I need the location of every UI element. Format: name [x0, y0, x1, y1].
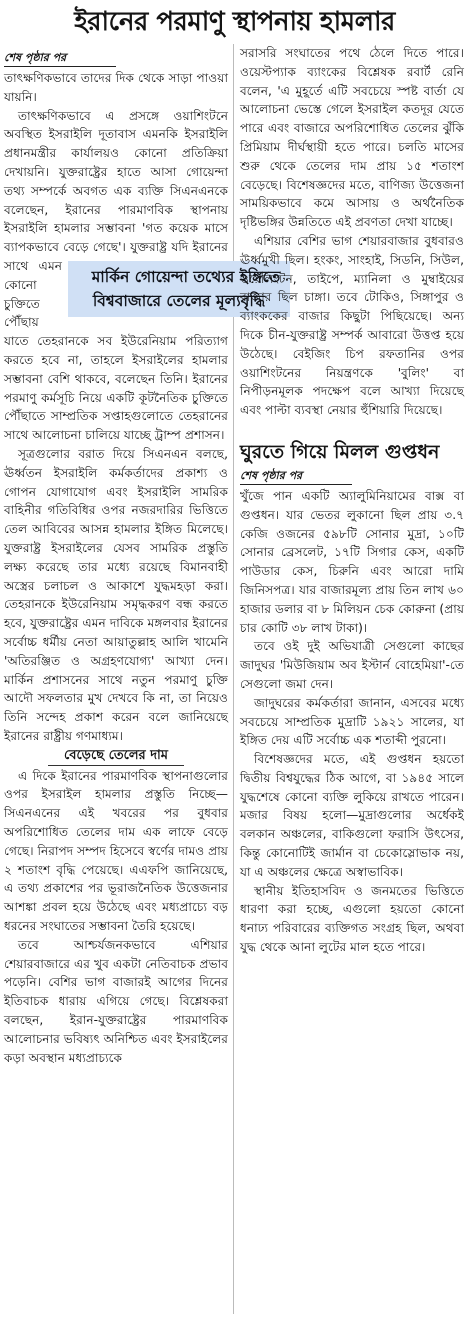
- paragraph-text: যুক্তরাষ্ট্র যদি ইরানের সাথে এমন কোনো চুক্তিতে পৌঁছায় যাতে তেহরানকে সব ইউরেনিয়াম পরিত্যাগ করতে হবে না, তাহলে ইসরাইলের হামলার সম্ভাবনা বেশি থাকবে, বলেছেন তিনি। ইরানের পরমাণু কর্মসূচি নিয়ে একটি কূটনৈতিক চুক্তিতে পৌঁছাতে সাম্প্রতিক সপ্তাহগুলোতে তেহরানের সাথে আলোচনা চালিয়ে যাচ্ছে ট্রাম্প প্রশাসন।: [4, 240, 228, 443]
- paragraph: তবে ওই দুই অভিযাত্রী সেগুলো কাছের জাদুঘর 'মিউজিয়াম অব ইস্টার্ন বোহেমিয়া'-তে সেগুলো জমা দেন।: [240, 639, 464, 691]
- pull-quote: মার্কিন গোয়েন্দা তথ্যের ইঙ্গিতে বিশ্ববাজারে তেলের মূল্যবৃদ্ধি: [68, 261, 290, 317]
- paragraph: তবে আশ্চর্যজনকভাবে এশিয়ার শেয়ারবাজারে এর খুব একটা নেতিবাচক প্রভাব পড়েনি। বেশির ভাগ বাজারই আগের দিনের ইতিবাচক ধারায় এগিয়ে গেছে। বিশ্লেষকরা বলছেন, ইরান-যুক্তরাষ্ট্রের পারমাণবিক আলোচনার ভবিষ্যৎ অনিশ্চিত এবং ইসরাইলের কড়া অবস্থান মধ্যপ্রাচ্যকে: [4, 937, 228, 1065]
- column-divider: [233, 44, 234, 1314]
- paragraph: বিশেষজ্ঞদের মতে, এই গুপ্তধন হয়তো দ্বিতীয় বিশ্বযুদ্ধের ঠিক আগে, বা ১৯৪৫ সালে যুদ্ধশেষে কোনো ব্যক্তি লুকিয়ে রাখতে পারেন। মজার বিষয় হলো—মুদ্রাগুলোর অর্ধেকই বলকান অঞ্চলের, বাকিগুলো ফরাসি উৎসের, কিন্তু কোনোটিই জার্মান বা চেকোস্লোভাক নয়, যা এ অঞ্চলের ক্ষেত্রে অস্বাভাবিক।: [240, 752, 464, 879]
- paragraph: স্থানীয় ইতিহাসবিদ ও জনমতের ভিত্তিতে ধারণা করা হচ্ছে, এগুলো হয়তো কোনো ধনাঢ্য পরিবারের ব্যক্তিগত সংগ্রহ ছিল, অথবা যুদ্ধ থেকে আনা লুটের মাল হতে পারে।: [240, 883, 464, 955]
- story-title: ঘুরতে গিয়ে মিলল গুপ্তধন: [240, 440, 440, 463]
- continued-label: শেষ পৃষ্ঠার পর: [240, 468, 352, 485]
- right-column: [240, 44, 464, 957]
- headline: ইরানের পরমাণু স্থাপনায় হামলার: [74, 7, 395, 37]
- paragraph: সরাসরি সংঘাতের পথে ঠেলে দিতে পারে। ওয়েস্টপ্যাক ব্যাংকের বিশ্লেষক রবার্ট রেনি বলেন, 'এ মুহূর্তে এটি সবচেয়ে স্পষ্ট বার্তা যে আলোচনা ভেস্তে গেলে ইসরাইল কতদূর যেতে পারে এবং বাজারে অপরিশোধিত তেলের ঝুঁকি প্রিমিয়াম দীর্ঘস্থায়ী হতে পারে। চলতি মাসের শুরু থেকে তেলের দাম প্রায় ১৫ শতাংশ বেড়েছে। বিশেষজ্ঞদের মতে, বাণিজ্য উত্তেজনা সাময়িকভাবে কমে আসায় ও অর্থনৈতিক দৃষ্টিভঙ্গির উন্নতিতে এই প্রবণতা দেখা যাচ্ছে।: [240, 46, 464, 230]
- paragraph-text: তাৎক্ষণিকভাবে এ প্রসঙ্গে ওয়াশিংটনে অবস্থিত ইসরাইলি দূতাবাস এমনকি ইসরাইলি প্রধানমন্ত্রীর কার্যালয়ও কোনো প্রতিক্রিয়া দেখায়নি। যুক্তরাষ্ট্রের হাতে আসা গোয়েন্দা তথ্য সম্পর্কে অবগত এক ব্যক্তি সিএনএনকে বলেছেন, ইরানের পারমাণবিক স্থাপনায় ইসরাইলি হামলার সম্ভাবনা 'গত কয়েক মাসে ব্যাপকভাবে বেড়ে গেছে'।: [4, 108, 228, 255]
- paragraph: তাৎক্ষণিকভাবে তাদের দিক থেকে সাড়া পাওয়া যায়নি।: [4, 71, 228, 104]
- paragraph: সূত্রগুলোর বরাত দিয়ে সিএনএন বলছে, ঊর্ধ্বতন ইসরাইলি কর্মকর্তাদের প্রকাশ্য ও গোপন যোগাযোগ এবং ইসরাইলি সামরিক বাহিনীর গতিবিধির ওপর নজরদারির ভিত্তিতে তেল আবিবের আসন্ন হামলার ইঙ্গিত মিলেছে। যুক্তরাষ্ট্র ইসরাইলের যেসব সামরিক প্রস্তুতি লক্ষ্য করেছে তার মধ্যে রয়েছে বিমানবাহী অস্ত্রের চলাচল ও আকাশে যুদ্ধমহড়া করা। তেহরানকে ইউরেনিয়াম সমৃদ্ধকরণ বন্ধ করতে হবে, যুক্তরাষ্ট্রের এমন দাবিকে মঙ্গলবার ইরানের সর্বোচ্চ ধর্মীয় নেতা আয়াতুল্লাহ আলি খামেনি 'অতিরঞ্জিত ও অগ্রহণযোগ্য' আখ্যা দেন। মার্কিন প্রশাসনের সাথে নতুন পরমাণু চুক্তি আদৌ সফলতার মুখ দেখবে কি না, তা নিয়েও তিনি সন্দেহ প্রকাশ করেন বলে জানিয়েছে ইরানের রাষ্ট্রীয় গণমাধ্যম।: [4, 446, 228, 743]
- paragraph: এশিয়ার বেশির ভাগ শেয়ারবাজার বুধবারও ঊর্ধ্বমুখী ছিল। হংকং, সাংহাই, সিডনি, সিউল, ওয়েলিংটন, তাইপে, ম্যানিলা ও মুম্বাইয়ের বাজার ছিল চাঙ্গা। তবে টোকিও, সিঙ্গাপুর ও ব্যাংককের বাজার কিছুটা পিছিয়েছে। অন্য দিকে চীন-যুক্তরাষ্ট্র সম্পর্ক আবারো উত্তপ্ত হয়ে উঠেছে। বেইজিং চিপ রফতানির ওপর ওয়াশিংটনের নিয়ন্ত্রণকে 'বুলিং' বা নিপীড়নমূলক পদক্ষেপ বলে আখ্যা দিয়েছে এবং পাল্টা ব্যবস্থা নেয়ার হুঁশিয়ারি দিয়েছে।: [240, 233, 464, 418]
- subheading: বেড়েছে তেলের দাম: [48, 747, 184, 766]
- paragraph: [4, 107, 281, 445]
- left-column: [4, 48, 281, 1067]
- paragraph: জাদুঘরের কর্মকর্তারা জানান, এসবের মধ্যে সবচেয়ে সাম্প্রতিক মুদ্রাটি ১৯২১ সালের, যা ইঙ্গিত দেয় এটি সর্বোচ্চ এক শতাব্দী পুরনো।: [240, 695, 464, 748]
- paragraph: এ দিকে ইরানের পারমাণবিক স্থাপনাগুলোর ওপর ইসরাইল হামলার প্রস্তুতি নিচ্ছে—সিএনএনের এই খবরের পর বুধবার অপরিশোধিত তেলের দাম এক লাফে বেড়ে গেছে। নিরাপদ সম্পদ হিসেবে স্বর্ণের দামও প্রায় ২ শতাংশ বৃদ্ধি পেয়েছে। এএফপি জানিয়েছে, এ তথ্য প্রকাশের পর ভূরাজনৈতিক উত্তেজনার আশঙ্কা প্রবল হয়ে উঠেছে এবং মধ্যপ্রাচ্যে বড় ধরনের সংঘাতের সম্ভাবনা তৈরি হয়েছে।: [4, 768, 228, 934]
- continued-label: শেষ পৃষ্ঠার পর: [4, 50, 116, 67]
- paragraph: খুঁজে পান একটি অ্যালুমিনিয়ামের বাক্স বা গুপ্তধন। যার ভেতর লুকানো ছিল প্রায় ৩.৭ কেজি ওজনের ৫৯৮টি সোনার মুদ্রা, ১০টি সোনার ব্রেসলেট, ১৭টি সিগার কেস, একটি পাউডার কেস, চিরুনি এবং আরো দামি জিনিসপত্র। যার বাজারমূল্য প্রায় তিন লাখ ৬০ হাজার ডলার বা ৮ মিলিয়ন চেক কোরুনা (প্রায় চার কোটি ৩৮ লাখ টাকা)।: [240, 488, 464, 635]
